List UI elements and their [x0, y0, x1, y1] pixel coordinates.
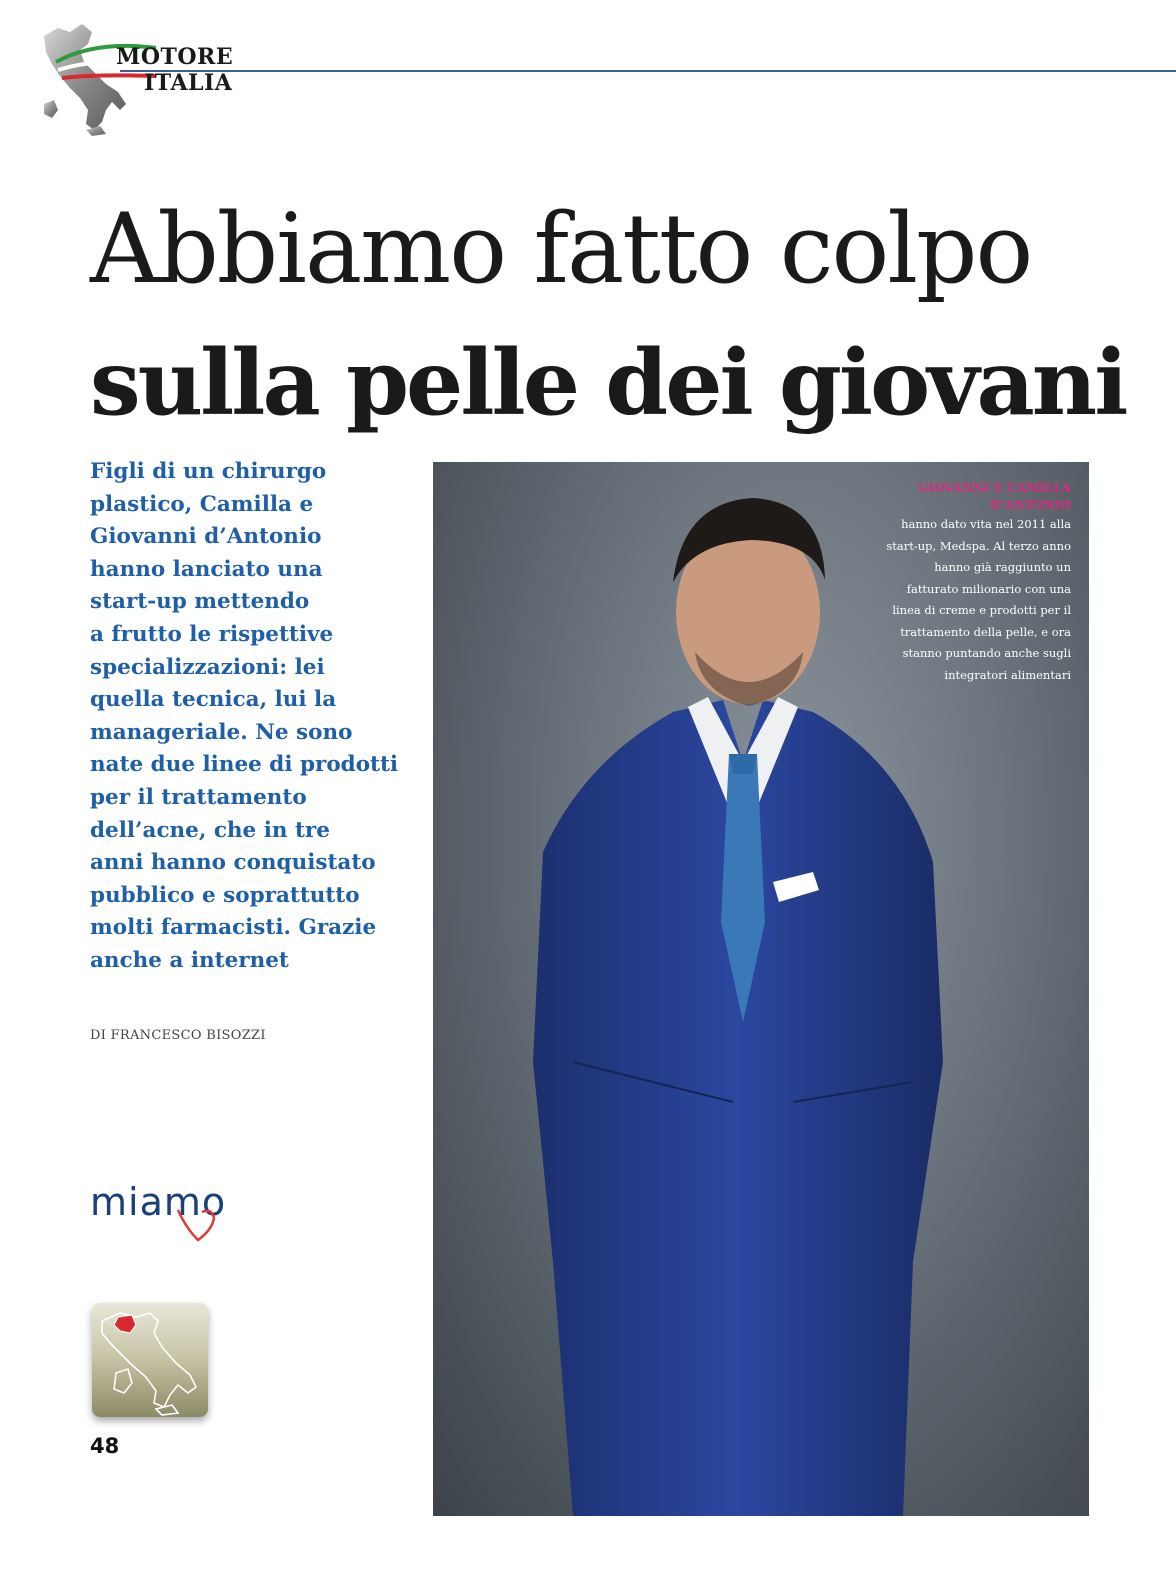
section-logo — [36, 18, 256, 138]
section-title-line2: ITALIA — [144, 70, 233, 96]
photo-caption-title: GIOVANNI E CAMILLA D’ANTONIO — [918, 481, 1071, 512]
section-title-line1: MOTORE — [116, 44, 234, 70]
italy-region-map-icon — [92, 1303, 208, 1417]
standfirst: Figli di un chirurgo plastico, Camilla e Giovanni d’Antonio hanno lanciato una start-up mettendo a frutto le rispettive specializzazioni: lei quella tecnica, lui la manageriale. Ne sono nate due linee di prodotti per il trattamento dell’acne, che in tre anni hanno conquistato pubblico e soprattutto molti farmacisti. Grazie anche a internet — [90, 459, 399, 973]
headline-light: Abbiamo fatto colpo — [90, 193, 1032, 306]
photo-caption-body: hanno dato vita nel 2011 alla start-up, Medspa. Al terzo anno hanno già raggiunto un fatturato milionario con una linea di creme e prodotti per il trattamento della pelle, e ora stanno puntando anche sugli integratori alimentari — [886, 517, 1071, 682]
page-number: 48 — [90, 1434, 120, 1458]
header-rule — [120, 70, 1176, 72]
byline: DI FRANCESCO BISOZZI — [90, 1028, 266, 1043]
miamo-logo — [90, 1180, 270, 1250]
headline-bold: sulla pelle dei giovani — [90, 330, 1126, 437]
heart-swoosh-icon — [90, 1180, 270, 1250]
portrait-photo — [433, 462, 1089, 1516]
region-map-badge — [92, 1303, 208, 1417]
miamo-logo-text: miamo — [90, 1180, 227, 1224]
